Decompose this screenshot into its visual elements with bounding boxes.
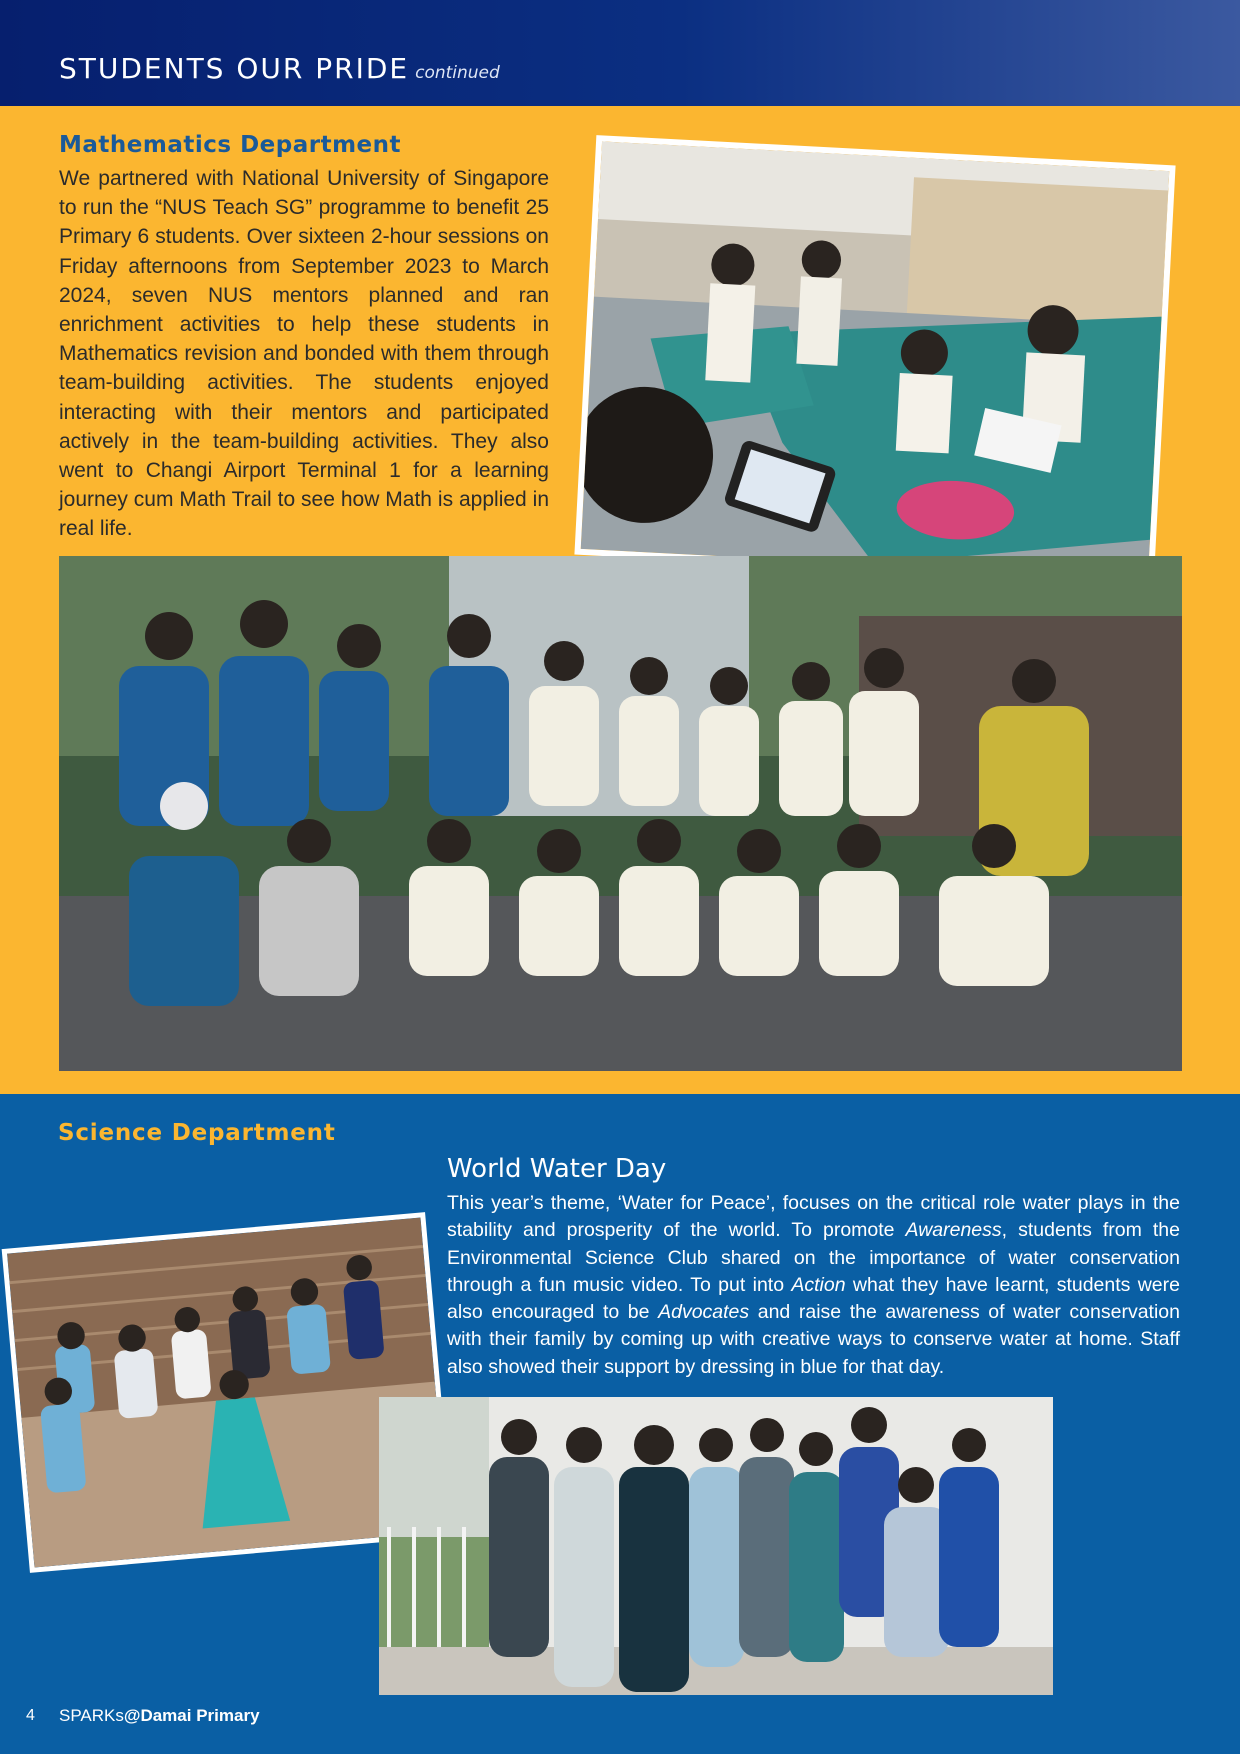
page-title bbox=[59, 52, 500, 85]
world-water-day-body bbox=[447, 1190, 1180, 1381]
math-heading: Mathematics Department bbox=[59, 132, 402, 158]
wwd-awareness: Awareness bbox=[905, 1219, 1002, 1242]
world-water-day-title: World Water Day bbox=[447, 1154, 667, 1184]
group-photo bbox=[59, 556, 1182, 1071]
brand-suffix: @Damai Primary bbox=[123, 1706, 260, 1725]
wwd-text-2: , students from the Environmental Science Club shared on the importance of water conservation through a fun music video. To put into bbox=[447, 1219, 1180, 1296]
brand-prefix: SPARKs bbox=[59, 1706, 124, 1725]
publication-brand bbox=[59, 1706, 260, 1726]
wwd-advocates: Advocates bbox=[658, 1301, 750, 1324]
page-subtitle: continued bbox=[415, 63, 500, 83]
wwd-action: Action bbox=[791, 1273, 846, 1296]
page-number: 4 bbox=[26, 1707, 35, 1724]
science-heading: Science Department bbox=[58, 1120, 336, 1146]
wwd-text-1: This year’s theme, ‘Water for Peace’, focuses on the critical role water plays in the stability and prosperity of the world. To promote bbox=[447, 1192, 1180, 1242]
wwd-text-4: and raise the awareness of water conservation with their family by coming up with creative ways to conserve water at home. Staff also showed their support by dressing in blue for that day. bbox=[447, 1301, 1180, 1378]
wwd-text-3: what they have learnt, students were also encouraged to be bbox=[447, 1273, 1180, 1324]
page-title-text: STUDENTS OUR PRIDE bbox=[59, 52, 410, 85]
math-body: We partnered with National University of Singapore to run the “NUS Teach SG” programme to benefit 25 Primary 6 students. Over sixteen 2-hour sessions on Friday afternoons from September 2023 to March 2024, seven NUS mentors planned and ran enrichment activities to help these students in Mathematics revision and bonded with them through team-building activities. The students enjoyed interacting with their mentors and participated actively in the team-building activities. They also went to Changi Airport Terminal 1 for a learning journey cum Math Trail to see how Math is applied in real life. bbox=[59, 167, 549, 541]
page-header bbox=[0, 0, 1240, 106]
classroom-photo bbox=[574, 135, 1175, 585]
staff-photo bbox=[379, 1397, 1053, 1695]
